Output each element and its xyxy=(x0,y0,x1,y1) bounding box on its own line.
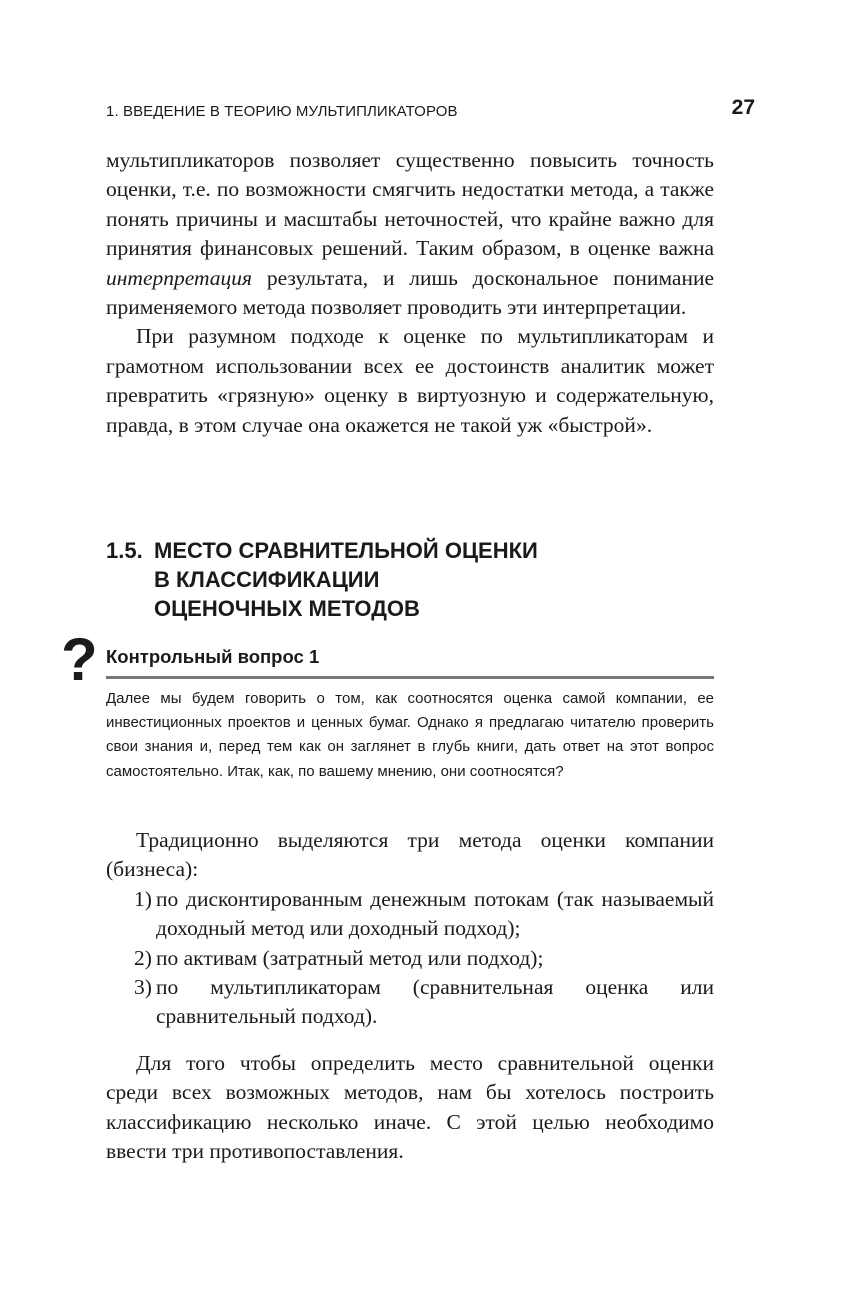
list-marker: 2) xyxy=(134,945,152,970)
list-item-text: по дисконтированным денежным потокам (так называемый доходный метод или доходный подход); xyxy=(156,886,714,941)
body-text-top xyxy=(106,146,714,440)
page-number: 27 xyxy=(731,96,755,119)
paragraph: Для того чтобы определить место сравнительной оценки среди всех возможных методов, нам бы хотелось построить классификацию несколько иначе. С этой целью необходимо ввести три противопоставления. xyxy=(106,1051,714,1164)
body-text-final xyxy=(106,1049,714,1167)
paragraph: При разумном подходе к оценке по мультипликаторам и грамотном использовании всех ее достоинств аналитик может превратить «грязную» оценку в виртуозную и содержательную, правда, в этом случае она окажется не такой уж «быстрой». xyxy=(106,324,714,437)
list-item-text: по мультипликаторам (сравнительная оценка или сравнительный подход). xyxy=(156,975,714,1029)
body-text-bottom xyxy=(106,826,714,1032)
callout-text: Далее мы будем говорить о том, как соотносятся оценка самой компании, ее инвестиционных проектов и ценных бумаг. Однако я предлагаю читателю проверить свои знания и, перед тем как он заглянет в глубь книги, дать ответ на этот вопрос самостоятельно. Итак, как, по вашему мнению, они соотносятся? xyxy=(106,690,714,780)
callout-divider xyxy=(106,676,714,679)
section-heading xyxy=(106,536,538,623)
section-title-line: В КЛАССИФИКАЦИИ xyxy=(154,567,380,592)
section-title-line: ОЦЕНОЧНЫХ МЕТОДОВ xyxy=(154,596,420,621)
section-title-line: МЕСТО СРАВНИТЕЛЬНОЙ ОЦЕНКИ xyxy=(154,538,538,563)
list-item xyxy=(106,944,714,973)
paragraph-text: мультипликаторов позволяет существенно повысить точность оценки, т.е. по возможности смягчить недостатки метода, а также понять причины и масштабы неточностей, что крайне важно для принятия финансовых решений. Таким образом, в оценке важна xyxy=(106,148,714,261)
callout-title: Контрольный вопрос 1 xyxy=(106,646,320,667)
list-item xyxy=(106,885,714,944)
list-item xyxy=(106,973,714,1032)
question-mark-icon: ? xyxy=(61,626,98,693)
paragraph: Традиционно выделяются три метода оценки компании (бизнеса): xyxy=(106,828,714,882)
list-item-text: по активам (затратный метод или подход); xyxy=(156,945,544,970)
paragraph-continuation xyxy=(106,146,714,322)
list-marker: 1) xyxy=(134,886,152,911)
section-number: 1.5. xyxy=(106,538,143,563)
paragraph-text: результата, и лишь доскональное понимание применяемого метода позволяет проводить эти интерпретации. xyxy=(106,265,714,320)
italic-term: интерпретация xyxy=(106,265,253,290)
methods-list xyxy=(106,885,714,1032)
list-marker: 3) xyxy=(134,975,152,1000)
running-head: 1. ВВЕДЕНИЕ В ТЕОРИЮ МУЛЬТИПЛИКАТОРОВ xyxy=(106,103,458,120)
